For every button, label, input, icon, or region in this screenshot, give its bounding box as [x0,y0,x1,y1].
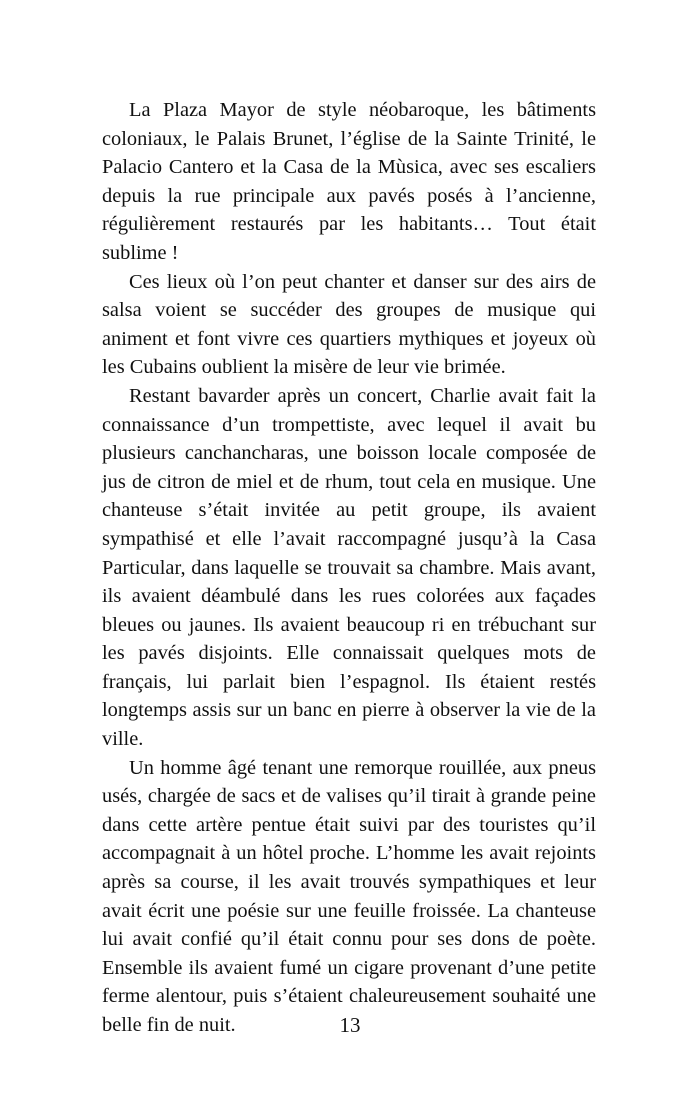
paragraph-2: Ces lieux où l’on peut chanter et danser sur des airs de salsa voient se succéder des groupes de musique qui animent et font vivre ces quartiers mythiques et joyeux où les Cubains oublient la misère de leur vie brimée. [102,270,596,379]
paragraph-1: La Plaza Mayor de style néobaroque, les bâtiments coloniaux, le Palais Brunet, l’église de la Sainte Trinité, le Palacio Cantero et la Casa de la Mùsica, avec ses escaliers depuis la rue principale aux pavés posés à l’ancienne, régulièrement restaurés par les habitants… Tout était sublime ! [102,99,596,264]
page-number: 13 [339,1013,361,1037]
body-text [102,96,596,1040]
paragraph-3: Restant bavarder après un concert, Charlie avait fait la connaissance d’un trompettiste, avec lequel il avait bu plusieurs canchancharas, une boisson locale composée de jus de citron de miel et de rhum, tout cela en musique. Une chanteuse s’était invitée au petit groupe, ils avaient sympathisé et elle l’avait raccompagné jusqu’à la Casa Particular, dans laquelle se trouvait sa chambre. Mais avant, ils avaient déambulé dans les rues colorées aux façades bleues ou jaunes. Ils avaient beaucoup ri en trébuchant sur les pavés disjoints. Elle connaissait quelques mots de français, lui parlait bien l’espagnol. Ils étaient restés longtemps assis sur un banc en pierre à observer la vie de la ville. [102,384,596,751]
paragraph-4: Un homme âgé tenant une remorque rouillée, aux pneus usés, chargée de sacs et de valises qu’il tirait à grande peine dans cette artère pentue était suivi par des touristes qu’il accompagnait à un hôtel proche. L’homme les avait rejoints après sa course, il les avait trouvés sympathiques et leur avait écrit une poésie sur une feuille froissée. La chanteuse lui avait confié qu’il était connu pour ses dons de poète. Ensemble ils avaient fumé un cigare provenant d’une petite ferme alentour, puis s’étaient chaleureusement souhaité une belle fin de nuit. [102,756,596,1036]
